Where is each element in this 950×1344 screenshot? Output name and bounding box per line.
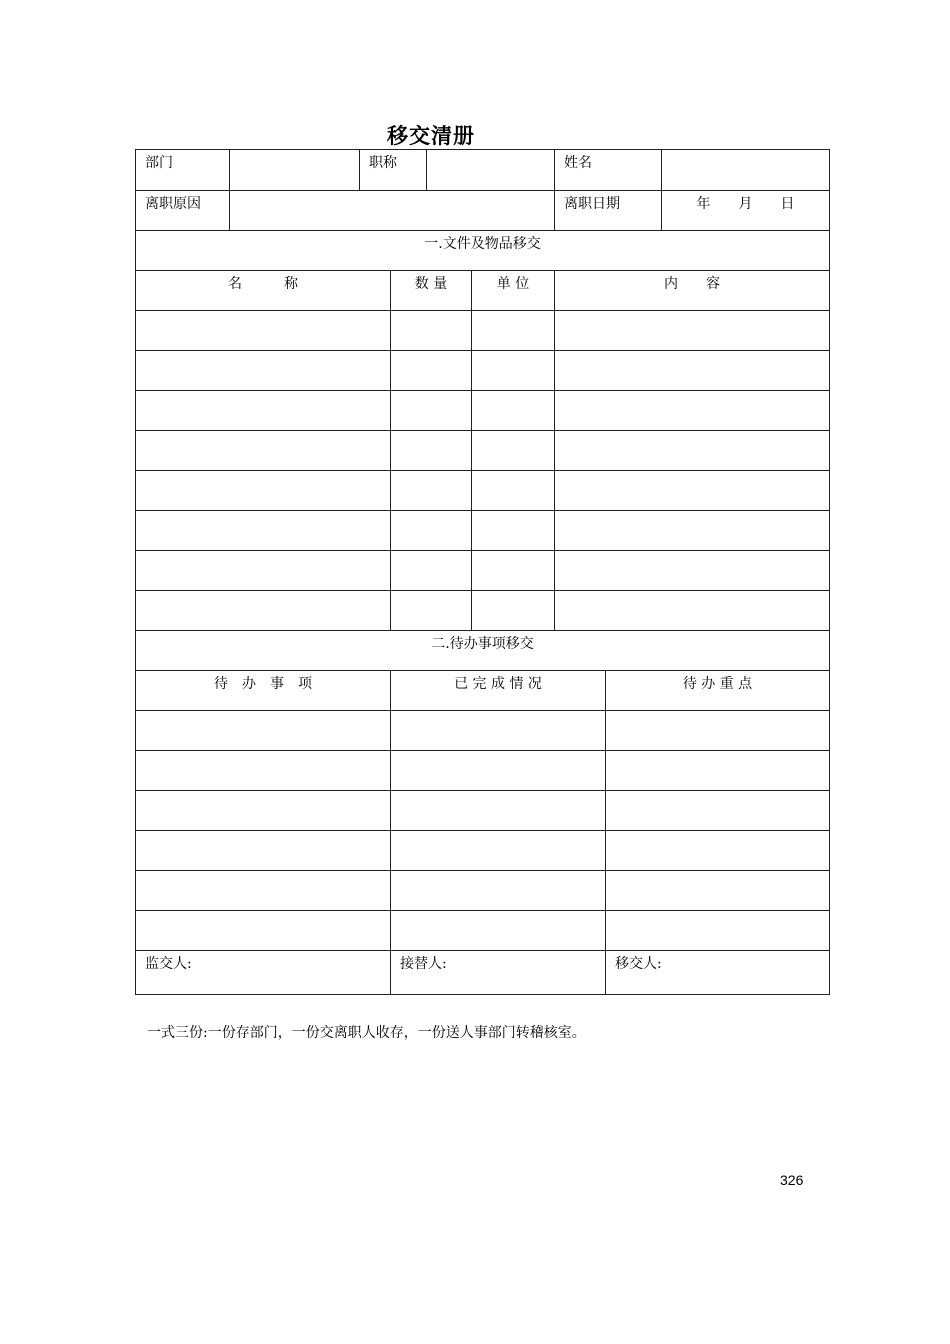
pending-focus-cell[interactable] [605,711,829,750]
item-row [136,470,829,510]
col-name-header: 名 称 [228,276,298,292]
section2-title-row [136,630,829,670]
dept-label: 部门 [145,155,173,171]
pending-row [136,750,829,790]
item-unit-cell[interactable] [471,431,554,470]
item-unit-cell[interactable] [471,311,554,350]
pending-item-cell[interactable] [136,871,390,910]
item-qty-cell[interactable] [390,551,471,590]
dept-field[interactable] [229,150,359,190]
pending-focus-cell[interactable] [605,871,829,910]
signature-row [136,950,829,994]
item-content-cell[interactable] [554,511,829,550]
pending-row [136,870,829,910]
pending-status-cell[interactable] [390,751,605,790]
pending-item-cell[interactable] [136,791,390,830]
col-qty-header: 数 量 [390,271,471,310]
pending-row [136,790,829,830]
item-unit-cell[interactable] [471,511,554,550]
item-row [136,430,829,470]
pending-status-cell[interactable] [390,871,605,910]
handover-form-table [135,149,830,995]
copies-footnote: 一式三份:一份存部门，一份交离职人收存，一份送人事部门转稽核室。 [147,1025,586,1041]
pending-item-cell[interactable] [136,751,390,790]
item-content-cell[interactable] [554,311,829,350]
pending-focus-cell[interactable] [605,751,829,790]
reason-label: 离职原因 [145,196,201,212]
pending-row [136,710,829,750]
item-name-cell[interactable] [136,391,390,430]
pending-focus-cell[interactable] [605,831,829,870]
col-focus-header: 待 办 重 点 [605,671,829,710]
name-label: 姓名 [554,150,661,190]
page-title: 移交清册 [387,123,475,148]
item-qty-cell[interactable] [390,471,471,510]
section1-header-row [136,270,829,310]
position-label: 职称 [359,150,426,190]
pending-item-cell[interactable] [136,831,390,870]
item-content-cell[interactable] [554,351,829,390]
item-unit-cell[interactable] [471,351,554,390]
item-content-cell[interactable] [554,431,829,470]
item-row [136,310,829,350]
item-row [136,350,829,390]
col-unit-header: 单 位 [471,271,554,310]
pending-focus-cell[interactable] [605,911,829,950]
item-unit-cell[interactable] [471,591,554,630]
col-content-header: 内 容 [554,271,829,310]
section2-header-row [136,670,829,710]
item-qty-cell[interactable] [390,311,471,350]
item-name-cell[interactable] [136,431,390,470]
date-label: 离职日期 [554,191,661,230]
item-row [136,390,829,430]
header-row-1 [136,150,829,190]
pending-item-cell[interactable] [136,711,390,750]
successor-signature[interactable]: 接替人: [390,951,605,994]
section2-title: 二.待办事项移交 [431,636,534,652]
item-content-cell[interactable] [554,591,829,630]
page-number: 326 [780,1172,804,1188]
item-name-cell[interactable] [136,311,390,350]
pending-row [136,910,829,950]
item-qty-cell[interactable] [390,351,471,390]
item-name-cell[interactable] [136,591,390,630]
item-row [136,590,829,630]
item-content-cell[interactable] [554,391,829,430]
item-name-cell[interactable] [136,511,390,550]
pending-status-cell[interactable] [390,831,605,870]
item-qty-cell[interactable] [390,591,471,630]
item-name-cell[interactable] [136,471,390,510]
pending-item-cell[interactable] [136,911,390,950]
item-row [136,550,829,590]
item-row [136,510,829,550]
item-unit-cell[interactable] [471,391,554,430]
supervisor-signature[interactable]: 监交人: [145,956,192,972]
position-field[interactable] [426,150,554,190]
name-field[interactable] [661,150,829,190]
date-field[interactable]: 年 月 日 [661,191,829,230]
section1-title-row [136,230,829,270]
pending-status-cell[interactable] [390,911,605,950]
pending-focus-cell[interactable] [605,791,829,830]
handover-signature[interactable]: 移交人: [605,951,829,994]
reason-field[interactable] [229,191,554,230]
col-pending-item-header: 待 办 事 项 [214,676,312,692]
item-qty-cell[interactable] [390,431,471,470]
section1-title: 一.文件及物品移交 [424,236,541,252]
item-name-cell[interactable] [136,551,390,590]
pending-status-cell[interactable] [390,791,605,830]
item-content-cell[interactable] [554,551,829,590]
col-status-header: 已 完 成 情 况 [390,671,605,710]
item-name-cell[interactable] [136,351,390,390]
item-unit-cell[interactable] [471,551,554,590]
pending-row [136,830,829,870]
pending-status-cell[interactable] [390,711,605,750]
item-qty-cell[interactable] [390,511,471,550]
item-qty-cell[interactable] [390,391,471,430]
item-unit-cell[interactable] [471,471,554,510]
item-content-cell[interactable] [554,471,829,510]
header-row-2 [136,190,829,230]
